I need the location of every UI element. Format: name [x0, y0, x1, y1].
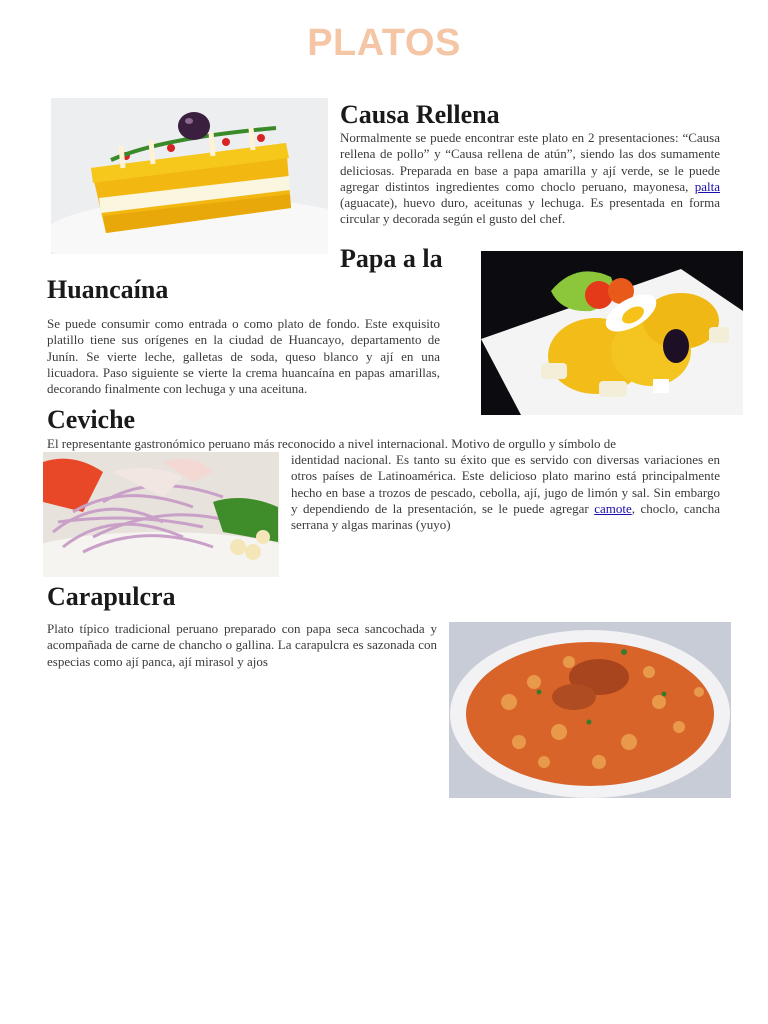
- ceviche-text-1: identidad nacional. Es tanto su éxito que es servido con diversas variaciones en otros países de Latinoamérica. Este delicioso plato marino está principalmente hecho en base a trozos de pescado, cebolla, ají, jugo de limón y sal. Sin embargo y dependiendo de la presentación, se le puede agregar: [291, 452, 720, 516]
- papa-huancaina-heading-line2: Huancaína: [47, 275, 169, 304]
- papa-huancaina-photo: [481, 251, 743, 415]
- causa-rellena-photo: [51, 98, 328, 254]
- causa-rellena-text-1: Normalmente se puede encontrar este plato en 2 presentaciones: “Causa rellena de pollo” y “Causa rellena de atún”, siendo las dos sumamente deliciosas. Preparada en base a papa amarilla y ají verde, se le puede agregar distintos ingredientes como choclo peruano, mayonesa,: [340, 130, 720, 194]
- ceviche-heading: Ceviche: [47, 405, 136, 434]
- carapulcra-photo: [449, 622, 731, 798]
- page-title: PLATOS: [307, 22, 461, 64]
- papa-huancaina-description: Se puede consumir como entrada o como plato de fondo. Este exquisito platillo tiene sus orígenes en la ciudad de Huancayo, departamento de Junín. Se vierte leche, galletas de soda, queso blanco y ají en una licuadora. Paso siguiente se vierte la crema huancaína en papas amarillas, decorando finalmente con lechuga y una aceituna.: [47, 316, 440, 397]
- causa-rellena-heading: Causa Rellena: [340, 100, 500, 129]
- carapulcra-description: Plato típico tradicional peruano preparado con papa seca sancochada y acompañada de carne de chancho o gallina. La carapulcra es sazonada con especias como ají panca, ají mirasol y ajos: [47, 621, 437, 669]
- ceviche-photo: [43, 452, 279, 577]
- papa-huancaina-heading-line1: Papa a la: [340, 244, 443, 273]
- palta-link[interactable]: palta: [694, 178, 720, 194]
- carapulcra-heading: Carapulcra: [47, 582, 176, 611]
- ceviche-description: [291, 452, 720, 533]
- causa-rellena-description: [340, 130, 720, 228]
- causa-rellena-text-2: (aguacate), huevo duro, aceitunas y lechuga. Es presentada en forma circular y decorada según el gusto del chef.: [340, 195, 720, 227]
- camote-link[interactable]: camote: [594, 500, 632, 516]
- ceviche-text-2: , choclo, cancha serrana y algas marinas (yuyo): [291, 500, 720, 533]
- ceviche-description-line1: El representante gastronómico peruano más reconocido a nivel internacional. Motivo de orgullo y símbolo de: [47, 436, 617, 451]
